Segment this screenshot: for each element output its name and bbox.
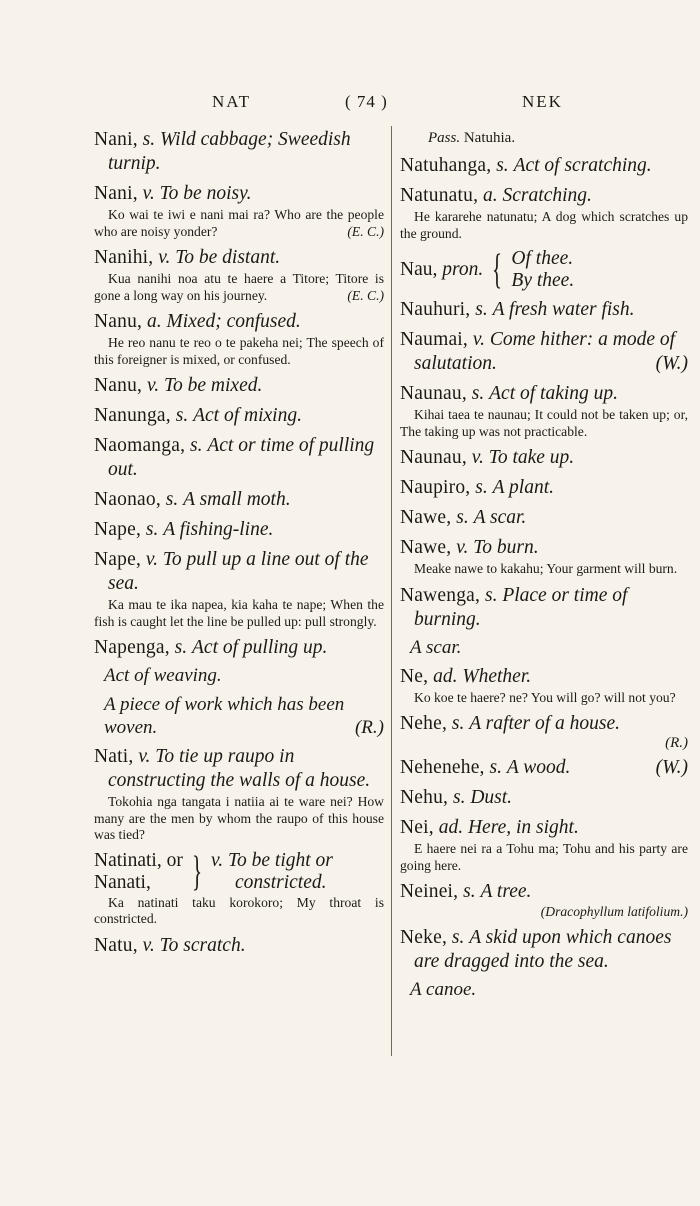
definition: Mixed; confused.: [166, 311, 301, 332]
definition: Wild cabbage; Sweedish turnip.: [108, 129, 351, 174]
entry-nani-v: [94, 182, 384, 240]
definition: Place or time of burning.: [414, 584, 628, 630]
definition: A wood.: [506, 757, 571, 778]
headword: Natunatu,: [400, 185, 479, 206]
part-of-speech: s.: [463, 881, 476, 902]
headword: Nape,: [94, 549, 142, 570]
part-of-speech: a.: [147, 311, 162, 332]
definition: A small moth.: [183, 489, 291, 510]
part-of-speech: s.: [145, 519, 159, 540]
headword: Naunau,: [400, 447, 467, 468]
source: (W.): [655, 353, 688, 374]
headword: Natu,: [94, 934, 138, 956]
entry-nehe: [400, 712, 688, 750]
part-of-speech: v.: [138, 746, 151, 767]
example: Ko koe te haere? ne? You will go? will not you?: [414, 689, 676, 705]
passive-form: Natuhia.: [463, 130, 516, 146]
headword: Nehu,: [400, 787, 449, 808]
page-number: ( 74 ): [345, 92, 388, 111]
definition: To be mixed.: [163, 375, 263, 396]
example: He kararehe natunatu; A dog which scratches up the ground.: [400, 209, 688, 241]
part-of-speech: pron.: [442, 259, 484, 280]
definition: constricted.: [234, 871, 327, 893]
source: (W.): [655, 757, 688, 778]
example: E haere nei ra a Tohu ma; Tohu and his party are going here.: [400, 841, 688, 873]
entry-natunatu: [400, 184, 688, 242]
brace-group: [94, 850, 384, 894]
source: (R.): [354, 717, 384, 738]
definition: A plant.: [492, 477, 554, 498]
headword: Naonao,: [94, 489, 161, 510]
entry-naumai: [400, 328, 688, 376]
brace-group: [400, 248, 688, 292]
part-of-speech: s.: [165, 489, 179, 510]
right-column: [400, 128, 688, 1007]
entry-neke: [400, 926, 688, 1001]
part-of-speech: ad.: [433, 665, 458, 687]
part-of-speech: v.: [158, 247, 171, 268]
headword: Nawe,: [400, 507, 452, 528]
example: Ka natinati taku korokoro; My throat is constricted.: [94, 894, 384, 926]
part-of-speech: s.: [451, 713, 465, 734]
definition: Act of mixing.: [193, 405, 302, 426]
part-of-speech: s.: [475, 477, 488, 498]
part-of-speech: s.: [475, 299, 488, 320]
header-left: NAT: [212, 92, 252, 111]
headword: Natinati, or: [94, 849, 183, 871]
sub-definition: Act of weaving.: [104, 665, 222, 686]
column-divider: [391, 126, 392, 1056]
definition: A rafter of a house.: [469, 713, 621, 734]
part-of-speech: v.: [456, 537, 469, 558]
example: He reo nanu te reo o te pakeha nei; The speech of this foreigner is mixed, or confused.: [94, 335, 384, 367]
entry-natu: [94, 934, 384, 958]
headword: Nawenga,: [400, 584, 481, 606]
definition: A fishing-line.: [163, 519, 274, 540]
part-of-speech: a.: [483, 185, 498, 206]
headword: Nanihi,: [94, 247, 154, 268]
entry-naunau-s: [400, 382, 688, 440]
definition: A skid upon which canoes are dragged into the sea.: [414, 927, 672, 972]
definition: Scratching.: [502, 185, 592, 206]
example: Kua nanihi noa atu te haere a Titore; Titore is gone a long way on his journey.: [94, 271, 384, 303]
headword: Nau,: [400, 259, 438, 280]
source: (E. C.): [347, 223, 384, 239]
example: Ko wai te iwi e nani mai ra? Who are the people who are noisy yonder?: [94, 207, 384, 239]
entry-natuhanga: [400, 154, 688, 178]
brace-icon: {: [492, 247, 503, 293]
entry-nanunga: [94, 404, 384, 428]
entry-nauhuri: [400, 298, 688, 322]
entry-nau: [400, 248, 688, 292]
headword: Nanu,: [94, 375, 143, 396]
entry-ne: [400, 665, 688, 707]
definition: To burn.: [473, 537, 539, 558]
entry-nanu-v: [94, 374, 384, 398]
entry-nei: [400, 816, 688, 874]
definition: Dust.: [470, 787, 513, 808]
headword: Nanunga,: [94, 405, 171, 426]
headword: Napenga,: [94, 637, 170, 658]
example: Kihai taea te naunau; It could not be taken up; or, The taking up was not practicable.: [400, 407, 688, 439]
definition: Act of taking up.: [489, 383, 619, 404]
part-of-speech: s.: [453, 787, 466, 808]
headword: Neinei,: [400, 881, 459, 902]
headword: Nehe,: [400, 713, 448, 734]
part-of-speech: s.: [190, 435, 203, 456]
headword: Naunau,: [400, 383, 467, 404]
definition: A scar.: [473, 507, 527, 528]
part-of-speech: v.: [147, 375, 160, 396]
definition: To tie up raupo in constructing the walls of a house.: [108, 746, 371, 791]
example: Tokohia nga tangata i natiia ai te ware nei? How many are the men by whom the raupo of this house was tied?: [94, 794, 384, 842]
definition: To be noisy.: [159, 183, 252, 204]
headword: Natuhanga,: [400, 155, 492, 176]
headword: Nauhuri,: [400, 299, 471, 320]
definition: Act of scratching.: [513, 155, 652, 176]
part-of-speech: v.: [471, 447, 484, 468]
entry-natinati: [94, 850, 384, 928]
definition: Of thee.: [511, 248, 574, 269]
part-of-speech: s.: [174, 637, 188, 658]
example: Meake nawe to kakahu; Your garment will burn.: [414, 561, 678, 576]
header-right: NEK: [522, 92, 563, 111]
part-of-speech: s.: [484, 584, 498, 606]
headword: Nehenehe,: [400, 757, 485, 778]
definition: Act of pulling up.: [192, 637, 328, 658]
definition: A tree.: [480, 881, 532, 902]
passive-label: Pass.: [428, 130, 461, 146]
definition: A fresh water fish.: [492, 299, 635, 320]
sub-definition: A scar.: [410, 636, 462, 658]
headword: Naomanga,: [94, 435, 186, 456]
source: (Dracophyllum latifolium.): [540, 904, 688, 919]
sub-definition: A canoe.: [410, 979, 477, 1000]
headword: Nani,: [94, 129, 138, 150]
entry-napenga: [94, 636, 384, 739]
definition: To pull up a line out of the sea.: [108, 549, 369, 594]
source: (R.): [665, 735, 688, 751]
part-of-speech: v.: [145, 549, 158, 570]
running-head: [0, 92, 700, 116]
headword: Neke,: [400, 927, 448, 948]
entry-nanu-a: [94, 310, 384, 368]
definition: Act or time of pulling out.: [108, 435, 375, 480]
part-of-speech: s.: [496, 155, 509, 176]
entry-naomanga: [94, 434, 384, 482]
entry-neinei: [400, 880, 688, 920]
part-of-speech: v.: [142, 183, 155, 204]
entry-nani-s: [94, 128, 384, 176]
part-of-speech: s.: [142, 129, 156, 150]
source: (E. C.): [347, 287, 384, 303]
part-of-speech: s.: [451, 927, 465, 948]
definition: To take up.: [488, 447, 575, 468]
definition: To scratch.: [159, 934, 246, 956]
headword: Nape,: [94, 519, 142, 540]
headword: Nati,: [94, 746, 134, 767]
entry-nehu: [400, 786, 688, 810]
entry-nanihi: [94, 246, 384, 304]
headword: Naupiro,: [400, 477, 471, 498]
example: Ka mau te ika napea, kia kaha te nape; When the fish is caught let the line be pulled up: pull strongly.: [94, 597, 384, 629]
entry-naunau-v: [400, 446, 688, 470]
part-of-speech: ad.: [438, 817, 464, 838]
part-of-speech: s.: [489, 757, 502, 778]
headword: Nanati,: [94, 871, 151, 893]
part-of-speech: s.: [456, 507, 469, 528]
part-of-speech: s.: [471, 383, 485, 404]
headword: Nani,: [94, 183, 138, 204]
entry-naupiro: [400, 476, 688, 500]
brace-icon: }: [191, 848, 202, 895]
part-of-speech: v.: [142, 934, 155, 956]
part-of-speech: v.: [210, 849, 224, 871]
entry-nehenehe: [400, 756, 688, 780]
entry-nape-v: [94, 548, 384, 630]
entry-nape-s: [94, 518, 384, 542]
headword: Nei,: [400, 817, 434, 838]
definition: To be tight or: [227, 849, 333, 871]
part-of-speech: v.: [472, 329, 485, 350]
headword: Naumai,: [400, 329, 469, 350]
headword: Nawe,: [400, 537, 452, 558]
sub-definition: A piece of work which has been woven. (R.): [104, 694, 384, 738]
entry-passive: [400, 128, 688, 148]
definition: Come hither: a mode of salutation.: [414, 329, 676, 374]
definition: Whether.: [462, 665, 532, 687]
definition: To be distant.: [175, 247, 281, 268]
entry-nawenga: [400, 584, 688, 659]
left-column: [94, 128, 384, 964]
definition: By thee.: [511, 270, 575, 291]
entry-nawe-s: [400, 506, 688, 530]
headword: Nanu,: [94, 311, 143, 332]
entry-nawe-v: [400, 536, 688, 578]
part-of-speech: s.: [175, 405, 189, 426]
entry-nati: [94, 745, 384, 844]
headword: Ne,: [400, 665, 429, 687]
definition: Here, in sight.: [467, 817, 579, 838]
entry-naonao: [94, 488, 384, 512]
